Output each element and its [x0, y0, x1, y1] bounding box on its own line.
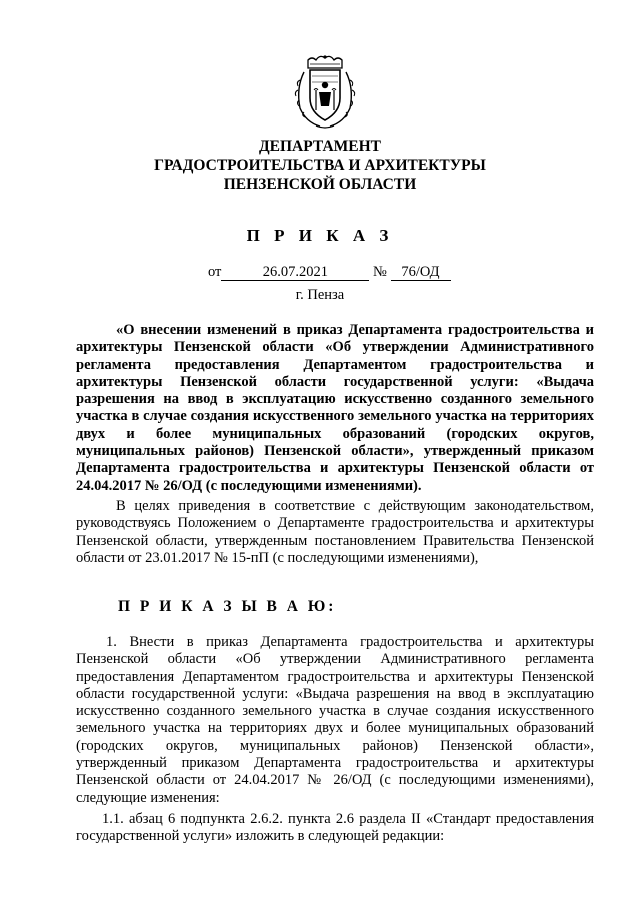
- document-title: П Р И К А З: [246, 226, 394, 245]
- order-command: П Р И К А З Ы В А Ю:: [118, 598, 337, 615]
- order-item-1-1: 1.1. абзац 6 подпункта 2.6.2. пункта 2.6 раздела II «Стандарт предоставления государственной услуги» изложить в следующей редакции:: [76, 811, 594, 845]
- department-header-line1: ДЕПАРТАМЕНТ: [258, 138, 382, 155]
- coat-of-arms-icon: [294, 54, 356, 130]
- order-subject: «О внесении изменений в приказ Департамента градостроительства и архитектуры Пензенской области «Об утверждении Административного регламента предоставления Департаментом градостроительства и архитектуры Пензенской области государственной услуги: «Выдача разрешения на ввод в эксплуатацию искусственно созданного земельного участка в случае создания искусственного земельного участка на территориях двух и более муниципальных образований (городских округов, муниципальных районов) Пензенской области», утвержденный приказом Департамента градостроительства и архитектуры Пензенской области от 24.04.2017 № 26/ОД (с последующими изменениями).: [76, 322, 594, 494]
- city-label: г. Пенза: [295, 287, 345, 303]
- order-item-1: 1. Внести в приказ Департамента градостроительства и архитектуры Пензенской области «Об утверждении Административного регламента предоставления Департаментом градостроительства и архитектуры Пензенской области государственной услуги: «Выдача разрешения на ввод в эксплуатацию искусственно созданного земельного участка в случае создания искусственного земельного участка на территориях двух и более муниципальных образований (городских округов, муниципальных районов) Пензенской области», утвержденный приказом Департамента градостроительства и архитектуры Пензенской области от 24.04.2017 № 26/ОД (с последующими изменениями), следующие изменения:: [76, 634, 594, 806]
- order-number: 76/ОД: [391, 265, 451, 281]
- date-prefix: от: [208, 264, 222, 280]
- department-header-line3: ПЕНЗЕНСКОЙ ОБЛАСТИ: [223, 176, 417, 193]
- date-number-row: [208, 264, 451, 281]
- department-header-line2: ГРАДОСТРОИТЕЛЬСТВА И АРХИТЕКТУРЫ: [154, 157, 486, 174]
- department-header: [0, 137, 640, 194]
- order-date: 26.07.2021: [221, 265, 369, 281]
- preamble-paragraph: В целях приведения в соответствие с действующим законодательством, руководствуясь Положением о Департаменте градостроительства и архитектуры Пензенской области, утвержденным постановлением Правительства Пензенской области от 23.01.2017 № 15-пП (с последующими изменениями),: [76, 498, 594, 566]
- number-prefix: №: [373, 264, 387, 280]
